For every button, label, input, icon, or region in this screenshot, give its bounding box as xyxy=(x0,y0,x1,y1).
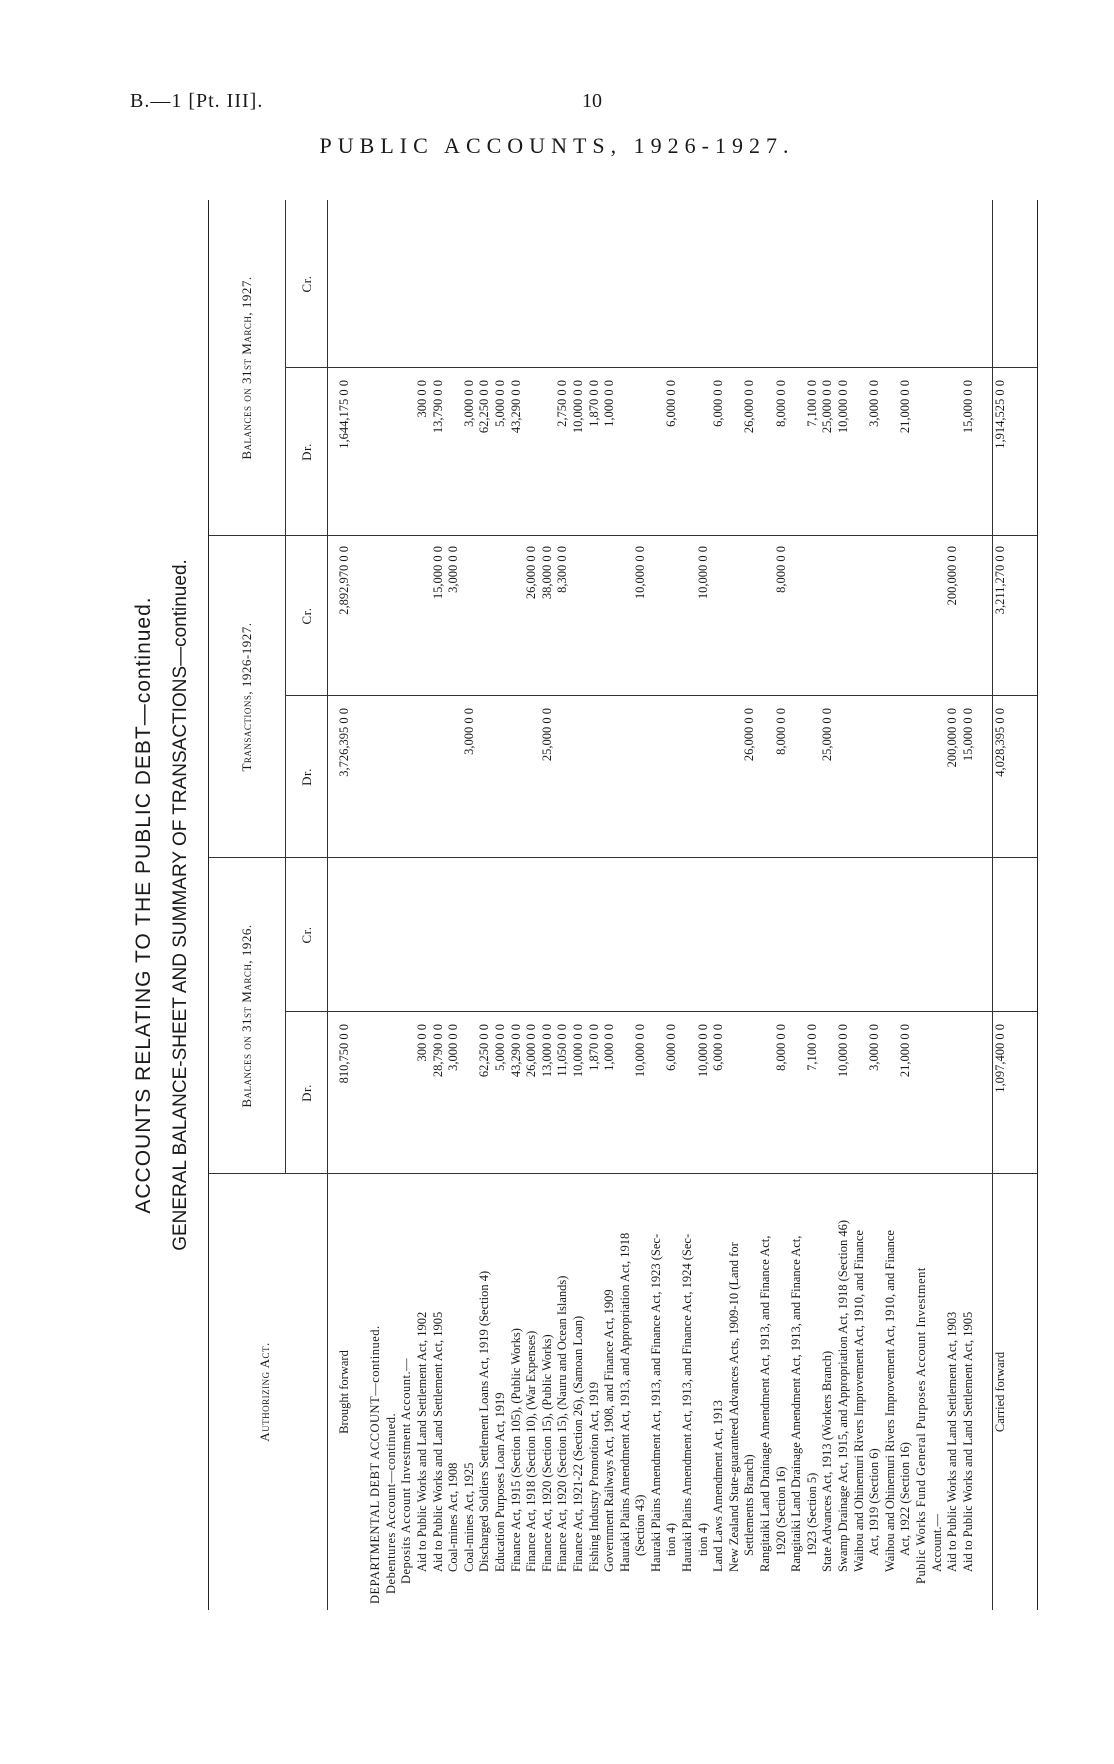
row-authorizing-act: Deposits Account Investment Account.— xyxy=(399,1357,414,1584)
table-rows xyxy=(337,200,1009,1610)
table-row xyxy=(571,200,587,1610)
row-amount-b27dr: 3,000 0 0 xyxy=(867,380,882,427)
table-row xyxy=(555,200,571,1610)
row-amount-b26dr: 5,000 0 0 xyxy=(492,1024,507,1071)
row-amount-tcr: 3,000 0 0 xyxy=(446,546,461,593)
table-row xyxy=(431,200,447,1610)
row-amount-b27dr: 300 0 0 xyxy=(414,380,429,418)
row-authorizing-act: DEPARTMENTAL DEBT ACCOUNT—continued. xyxy=(368,1325,383,1604)
table-row xyxy=(399,200,415,1610)
row-amount-b27dr: 6,000 0 0 xyxy=(664,380,679,427)
row-authorizing-act: Education Purposes Loan Act, 1919 xyxy=(492,1392,507,1572)
row-amount-b27dr: 62,250 0 0 xyxy=(477,380,492,434)
row-amount-b26dr: 11,050 0 0 xyxy=(555,1024,570,1077)
row-amount-b27dr: 5,000 0 0 xyxy=(492,380,507,427)
row-amount-tcr: 38,000 0 0 xyxy=(539,546,554,600)
row-amount-tcr: 26,000 0 0 xyxy=(524,546,539,600)
table-row xyxy=(976,200,992,1610)
header-cr-1926: Cr. xyxy=(299,926,314,944)
row-authorizing-act: tion 4) xyxy=(664,1523,679,1556)
table-row xyxy=(353,200,369,1610)
row-amount-tcr: 8,300 0 0 xyxy=(555,546,570,593)
header-rule-2 xyxy=(327,200,328,1610)
table-row xyxy=(477,200,493,1610)
table-row xyxy=(696,200,712,1610)
row-amount-tcr: 8,000 0 0 xyxy=(773,546,788,593)
balance-table xyxy=(208,200,1038,1610)
row-amount-b26dr: 1,097,400 0 0 xyxy=(992,1024,1007,1093)
row-authorizing-act: Aid to Public Works and Land Settlement Act, 1902 xyxy=(414,1311,429,1572)
row-amount-b26dr: 13,000 0 0 xyxy=(539,1024,554,1078)
row-authorizing-act: Brought forward xyxy=(337,1350,351,1434)
row-amount-b26dr: 28,790 0 0 xyxy=(430,1024,445,1078)
table-row xyxy=(867,200,883,1610)
table-row xyxy=(462,200,478,1610)
table-row xyxy=(618,200,634,1610)
row-authorizing-act: Coal-mines Act, 1925 xyxy=(461,1462,476,1572)
row-amount-b27dr: 1,644,175 0 0 xyxy=(337,380,351,449)
row-amount-b26dr: 1,870 0 0 xyxy=(586,1024,601,1071)
table-row xyxy=(961,200,977,1610)
table-row xyxy=(524,200,540,1610)
table-row xyxy=(758,200,774,1610)
row-amount-tdr: 26,000 0 0 xyxy=(742,708,757,762)
row-amount-b27dr: 8,000 0 0 xyxy=(773,380,788,427)
header-dr-1927: Dr. xyxy=(299,443,314,461)
row-amount-b26dr: 300 0 0 xyxy=(414,1024,429,1062)
header-rule-1 xyxy=(285,200,286,1174)
header-dr-1926: Dr. xyxy=(299,1084,314,1102)
row-authorizing-act: Aid to Public Works and Land Settlement Act, 1903 xyxy=(945,1311,960,1572)
row-authorizing-act: State Advances Act, 1913 (Workers Branch) xyxy=(820,1350,835,1572)
table-row xyxy=(509,200,525,1610)
page-reference: B.—1 [Pt. III]. xyxy=(130,90,264,112)
table-row xyxy=(711,200,727,1610)
row-authorizing-act: Government Railways Act, 1908, and Finance Act, 1909 xyxy=(602,1289,617,1572)
row-authorizing-act: Hauraki Plains Amendment Act, 1913, and Finance Act, 1924 (Sec- xyxy=(680,1233,695,1572)
table-row xyxy=(727,200,743,1610)
table-row xyxy=(883,200,899,1610)
row-authorizing-act: Act, 1919 (Section 6) xyxy=(867,1448,882,1556)
row-authorizing-act: Finance Act, 1918 (Section 10), (War Expenses) xyxy=(524,1330,539,1572)
row-amount-b26dr: 62,250 0 0 xyxy=(477,1024,492,1078)
row-authorizing-act: (Section 43) xyxy=(633,1494,648,1556)
table-row xyxy=(633,200,649,1610)
row-authorizing-act: Aid to Public Works and Land Settlement Act, 1905 xyxy=(960,1311,975,1572)
header-cr-1927: Cr. xyxy=(299,275,314,293)
main-title: ACCOUNTS RELATING TO THE PUBLIC DEBT—continued. xyxy=(132,596,155,1214)
row-authorizing-act: Finance Act, 1920 (Section 15), (Public Works) xyxy=(539,1334,554,1572)
table-row xyxy=(742,200,758,1610)
row-amount-b26dr: 10,000 0 0 xyxy=(695,1024,710,1078)
running-title: PUBLIC ACCOUNTS, 1926-1927. xyxy=(319,133,795,158)
table-row xyxy=(415,200,431,1610)
row-amount-b27dr: 26,000 0 0 xyxy=(742,380,757,434)
row-amount-b26dr: 6,000 0 0 xyxy=(711,1024,726,1071)
page-number: 10 xyxy=(582,90,602,112)
row-amount-tcr: 15,000 0 0 xyxy=(430,546,445,600)
row-amount-b27dr: 2,750 0 0 xyxy=(555,380,570,427)
row-authorizing-act: 1920 (Section 16) xyxy=(773,1466,788,1556)
row-authorizing-act: 1923 (Section 5) xyxy=(804,1472,819,1556)
row-authorizing-act: Fishing Industry Promotion Act, 1919 xyxy=(586,1382,601,1572)
table-row xyxy=(820,200,836,1610)
table-row xyxy=(852,200,868,1610)
row-amount-tcr: 10,000 0 0 xyxy=(695,546,710,600)
row-amount-b26dr: 8,000 0 0 xyxy=(773,1024,788,1071)
row-amount-b26dr: 7,100 0 0 xyxy=(804,1024,819,1071)
row-amount-tcr: 2,892,970 0 0 xyxy=(337,546,351,615)
row-amount-b27dr: 3,000 0 0 xyxy=(461,380,476,427)
row-authorizing-act: Act, 1922 (Section 16) xyxy=(898,1442,913,1556)
row-amount-b26dr: 3,000 0 0 xyxy=(867,1024,882,1071)
row-amount-tdr: 4,028,395 0 0 xyxy=(992,708,1007,777)
row-amount-b26dr: 6,000 0 0 xyxy=(664,1024,679,1071)
row-amount-b27dr: 43,290 0 0 xyxy=(508,380,523,434)
row-amount-b26dr: 3,000 0 0 xyxy=(446,1024,461,1071)
row-authorizing-act: Aid to Public Works and Land Settlement Act, 1905 xyxy=(430,1311,445,1572)
header-balances-1926: Balances on 31st March, 1926. xyxy=(239,924,254,1108)
table-row xyxy=(493,200,509,1610)
row-amount-b26dr: 810,750 0 0 xyxy=(337,1024,351,1084)
row-authorizing-act: Account.— xyxy=(929,1514,944,1572)
row-authorizing-act: Finance Act, 1915 (Section 105), (Public Works) xyxy=(508,1328,523,1572)
row-amount-b26dr: 10,000 0 0 xyxy=(570,1024,585,1078)
row-amount-b27dr: 13,790 0 0 xyxy=(430,380,445,434)
row-authorizing-act: Debentures Account—continued. xyxy=(383,1412,398,1594)
row-amount-b27dr: 1,914,525 0 0 xyxy=(992,380,1007,449)
row-authorizing-act: New Zealand State-guaranteed Advances Acts, 1909-10 (Land for xyxy=(726,1242,741,1572)
row-amount-b27dr: 25,000 0 0 xyxy=(820,380,835,434)
table-row xyxy=(930,200,946,1610)
table-row xyxy=(664,200,680,1610)
row-authorizing-act: Waihou and Ohinemuri Rivers Improvement Act, 1910, and Finance xyxy=(882,1230,897,1572)
row-amount-b27dr: 6,000 0 0 xyxy=(711,380,726,427)
row-authorizing-act: Swamp Drainage Act, 1915, and Appropriation Act, 1918 (Section 46) xyxy=(836,1219,850,1572)
table-row xyxy=(836,200,852,1610)
table-row xyxy=(680,200,696,1610)
row-authorizing-act: Hauraki Plains Amendment Act, 1913, and Finance Act, 1923 (Sec- xyxy=(648,1233,663,1572)
row-amount-b26dr: 21,000 0 0 xyxy=(898,1024,913,1078)
row-amount-b26dr: 1,000 0 0 xyxy=(602,1024,617,1071)
header-balances-1927: Balances on 31st March, 1927. xyxy=(239,276,254,460)
row-amount-b26dr: 26,000 0 0 xyxy=(524,1024,539,1078)
table-row xyxy=(898,200,914,1610)
table-row xyxy=(540,200,556,1610)
row-amount-tdr: 3,000 0 0 xyxy=(461,708,476,755)
row-amount-tdr: 3,726,395 0 0 xyxy=(337,708,351,777)
row-authorizing-act: Rangitaiki Land Drainage Amendment Act, 1913, and Finance Act, xyxy=(758,1235,773,1572)
row-amount-b26dr: 43,290 0 0 xyxy=(508,1024,523,1078)
table-row xyxy=(774,200,790,1610)
row-amount-tdr: 15,000 0 0 xyxy=(960,708,975,762)
table-row xyxy=(384,200,400,1610)
header-authorizing-act: Authorizing Act. xyxy=(257,1342,272,1442)
row-amount-b27dr: 1,870 0 0 xyxy=(586,380,601,427)
row-authorizing-act: Land Laws Amendment Act, 1913 xyxy=(711,1400,726,1572)
table-row xyxy=(914,200,930,1610)
row-amount-tcr: 200,000 0 0 xyxy=(945,546,960,606)
row-amount-b27dr: 21,000 0 0 xyxy=(898,380,913,434)
row-authorizing-act: tion 4) xyxy=(695,1523,710,1556)
row-amount-b26dr: 10,000 0 0 xyxy=(633,1024,648,1078)
sub-title: GENERAL BALANCE-SHEET AND SUMMARY OF TRANSACTIONS—continued. xyxy=(170,559,191,1251)
table-row xyxy=(337,200,353,1610)
row-amount-b26dr: 10,000 0 0 xyxy=(836,1024,850,1078)
table-titles xyxy=(132,200,192,1610)
row-authorizing-act: Rangitaiki Land Drainage Amendment Act, 1913, and Finance Act, xyxy=(789,1235,804,1572)
row-amount-tcr: 10,000 0 0 xyxy=(633,546,648,600)
row-authorizing-act: Discharged Soldiers Settlement Loans Act, 1919 (Section 4) xyxy=(477,1270,492,1572)
table-row xyxy=(992,200,1009,1610)
row-amount-tcr: 3,211,270 0 0 xyxy=(992,546,1007,615)
table-row xyxy=(368,200,384,1610)
header-transactions: Transactions, 1926-1927. xyxy=(239,622,254,772)
header-cr-trans: Cr. xyxy=(299,607,314,625)
row-authorizing-act: Finance Act, 1921-22 (Section 26), (Samoan Loan) xyxy=(570,1315,585,1572)
row-authorizing-act: Hauraki Plains Amendment Act, 1913, and Appropriation Act, 1918 xyxy=(617,1232,632,1572)
table-row xyxy=(602,200,618,1610)
header-dr-trans: Dr. xyxy=(299,768,314,786)
table-row xyxy=(789,200,805,1610)
row-amount-tdr: 8,000 0 0 xyxy=(773,708,788,755)
row-authorizing-act: Public Works Fund General Purposes Account Investment xyxy=(913,1267,928,1584)
row-amount-b27dr: 1,000 0 0 xyxy=(602,380,617,427)
table-row xyxy=(446,200,462,1610)
row-amount-tdr: 25,000 0 0 xyxy=(820,708,835,762)
row-amount-tdr: 200,000 0 0 xyxy=(945,708,960,768)
table-row xyxy=(945,200,961,1610)
row-authorizing-act: Finance Act, 1920 (Section 15), (Nauru and Ocean Islands) xyxy=(555,1275,570,1572)
row-authorizing-act: Coal-mines Act, 1908 xyxy=(446,1462,461,1572)
row-authorizing-act: Settlements Branch) xyxy=(742,1454,757,1556)
rotated-table-area xyxy=(118,200,1038,1610)
row-amount-b27dr: 10,000 0 0 xyxy=(836,380,850,434)
table-row xyxy=(587,200,603,1610)
row-amount-tdr: 25,000 0 0 xyxy=(539,708,554,762)
row-amount-b27dr: 15,000 0 0 xyxy=(960,380,975,434)
row-authorizing-act: Carried forward xyxy=(992,1351,1007,1433)
row-authorizing-act: Waihou and Ohinemuri Rivers Improvement Act, 1910, and Finance xyxy=(851,1230,866,1572)
row-amount-b27dr: 7,100 0 0 xyxy=(804,380,819,427)
row-amount-b27dr: 10,000 0 0 xyxy=(570,380,585,434)
table-row xyxy=(805,200,821,1610)
table-row xyxy=(649,200,665,1610)
